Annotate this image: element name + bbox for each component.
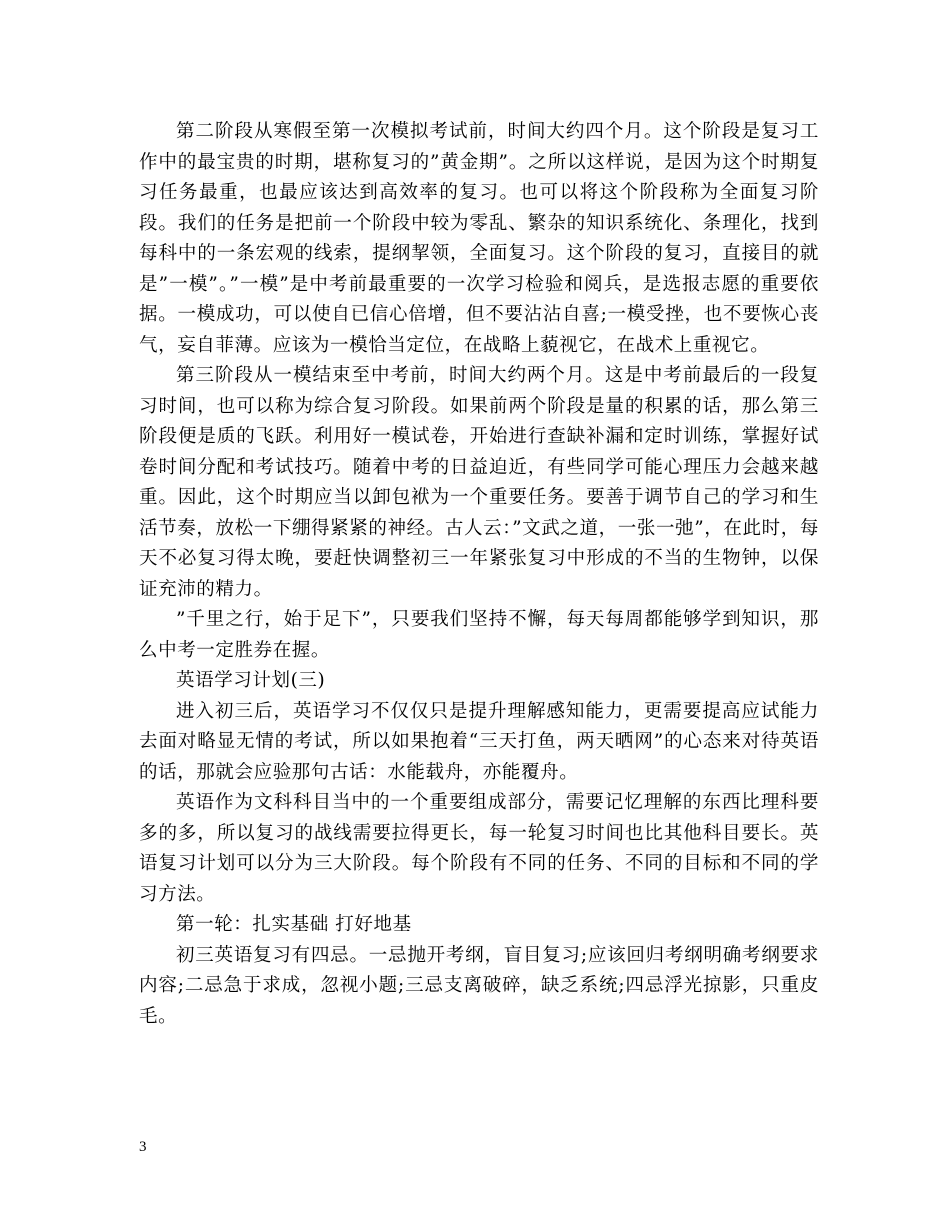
page-number: 3 [139,1139,147,1155]
section-heading: 英语学习计划(三) [176,670,326,691]
paragraph-stage-two: 第二阶段从寒假至第一次模拟考试前，时间大约四个月。这个阶段是复习工作中的最宝贵的时期，堪称复习的”黄金期”。之所以这样说，是因为这个时期复习任务最重，也最应该达到高效率的复习。也可以将这个阶段称为全面复习阶段。我们的任务是把前一个阶段中较为零乱、繁杂的知识系统化、条理化，找到每科中的一条宏观的线索，提纲挈领，全面复习。这个阶段的复习，直接目的就是”一模”。”一模”是中考前最重要的一次学习检验和阅兵，是选报志愿的重要依据。一模成功，可以使自已信心倍增，但不要沾沾自喜;一模受挫，也不要恢心丧气，妄自菲薄。应该为一模恰当定位，在战略上藐视它，在战术上重视它。 [139,121,819,356]
paragraph-stage-three: 第三阶段从一模结束至中考前，时间大约两个月。这是中考前最后的一段复习时间，也可以称为综合复习阶段。如果前两个阶段是量的积累的话，那么第三阶段便是质的飞跃。利用好一模试卷，开始进行查缺补漏和定时训练，掌握好试卷时间分配和考试技巧。随着中考的日益迫近，有些同学可能心理压力会越来越重。因此，这个时期应当以卸包袱为一个重要任务。要善于调节自己的学习和生活节奏，放松一下绷得紧紧的神经。古人云：”文武之道，一张一弛”，在此时，每天不必复习得太晚，要赶快调整初三一年紧张复习中形成的不当的生物钟，以保证充沛的精力。 [139,365,819,600]
subheading-round-one: 第一轮：扎实基础 打好地基 [176,914,412,935]
paragraph-four-donts: 初三英语复习有四忌。一忌抛开考纲，盲目复习;应该回归考纲明确考纲要求内容;二忌急于求成，忽视小题;三忌支离破碎，缺乏系统;四忌浮光掠影，只重皮毛。 [139,944,819,1027]
document-body [139,117,819,1032]
paragraph-english-plan: 英语作为文科科目当中的一个重要组成部分，需要记忆理解的东西比理科要多的多，所以复习的战线需要拉得更长，每一轮复习时间也比其他科目要长。英语复习计划可以分为三大阶段。每个阶段有不同的任务、不同的目标和不同的学习方法。 [139,792,819,905]
paragraph-english-intro: 进入初三后，英语学习不仅仅只是提升理解感知能力，更需要提高应试能力去面对略显无情的考试，所以如果抱着“三天打鱼，两天晒网”的心态来对待英语的话，那就会应验那句古话：水能载舟，亦能覆舟。 [139,700,819,783]
paragraph-conclusion: ”千里之行，始于足下”，只要我们坚持不懈，每天每周都能够学到知识，那么中考一定胜券在握。 [139,609,819,661]
